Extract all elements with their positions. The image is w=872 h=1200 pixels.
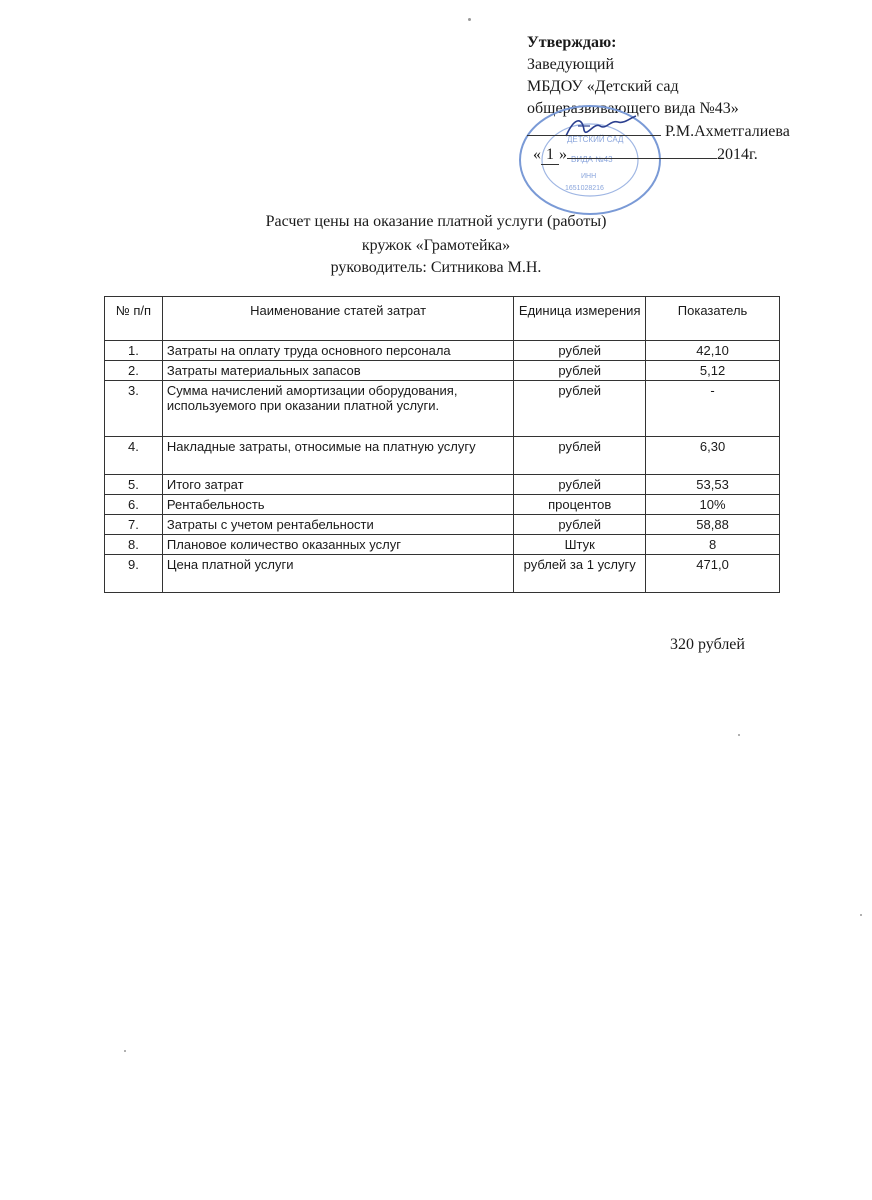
date-year: 2014г.: [717, 146, 758, 163]
row-value: 42,10: [646, 341, 780, 361]
approval-org-line2: общеразвивающего вида №43»: [527, 100, 739, 117]
col-header-num: № п/п: [105, 297, 163, 341]
row-value: 58,88: [646, 515, 780, 535]
approval-heading: Утверждаю:: [527, 34, 617, 51]
signer-name: Р.М.Ахметгалиева: [665, 123, 790, 140]
title-line-1: Расчет цены на оказание платной услуги (работы): [265, 213, 607, 230]
row-unit: рублей: [514, 515, 646, 535]
row-name: Сумма начислений амортизации оборудования, используемого при оказании платной услуги.: [162, 381, 513, 437]
col-header-unit: Единица измерения: [514, 297, 646, 341]
table-row: [105, 475, 780, 495]
row-value: 6,30: [646, 437, 780, 475]
row-unit: рублей: [514, 361, 646, 381]
row-num: 3.: [105, 381, 163, 437]
row-num: 7.: [105, 515, 163, 535]
date-close-quote: »: [559, 146, 567, 163]
table-row: [105, 495, 780, 515]
row-name: Затраты с учетом рентабельности: [162, 515, 513, 535]
table-row: [105, 361, 780, 381]
row-value: 53,53: [646, 475, 780, 495]
signature-line: [527, 121, 790, 141]
table-row: [105, 437, 780, 475]
col-header-value: Показатель: [646, 297, 780, 341]
table-header-row: [105, 297, 780, 341]
row-num: 2.: [105, 361, 163, 381]
footnote-price: 320 рублей: [670, 636, 745, 653]
approval-org-line1: МБДОУ «Детский сад: [527, 78, 679, 95]
scan-speck: [860, 914, 862, 916]
cost-table: [104, 296, 780, 593]
row-value: 471,0: [646, 555, 780, 593]
row-name: Затраты материальных запасов: [162, 361, 513, 381]
row-name: Плановое количество оказанных услуг: [162, 535, 513, 555]
table-row: [105, 515, 780, 535]
row-value: 10%: [646, 495, 780, 515]
row-name: Цена платной услуги: [162, 555, 513, 593]
title-line-2: кружок «Грамотейка»: [361, 237, 511, 254]
stamp-line-4: 1651028216: [565, 185, 604, 192]
table-row: [105, 535, 780, 555]
stamp-line-1: ДЕТСКИЙ САД: [567, 135, 624, 144]
row-num: 6.: [105, 495, 163, 515]
row-name: Накладные затраты, относимые на платную услугу: [162, 437, 513, 475]
row-unit: рублей: [514, 341, 646, 361]
row-value: 8: [646, 535, 780, 555]
date-day: 1: [541, 146, 559, 165]
row-unit: рублей: [514, 381, 646, 437]
title-line-3: руководитель: Ситникова М.Н.: [330, 259, 542, 276]
stamp-line-3: ИНН: [581, 173, 597, 180]
row-name: Рентабельность: [162, 495, 513, 515]
row-unit: рублей: [514, 437, 646, 475]
col-header-name: Наименование статей затрат: [162, 297, 513, 341]
table-row: [105, 341, 780, 361]
scan-speck: [124, 1050, 126, 1052]
table-row: [105, 381, 780, 437]
row-num: 8.: [105, 535, 163, 555]
row-name: Итого затрат: [162, 475, 513, 495]
scan-speck: [468, 18, 471, 21]
approval-position: Заведующий: [527, 56, 615, 73]
row-name: Затраты на оплату труда основного персонала: [162, 341, 513, 361]
row-value: -: [646, 381, 780, 437]
row-unit: Штук: [514, 535, 646, 555]
row-num: 4.: [105, 437, 163, 475]
scan-speck: [738, 734, 740, 736]
row-unit: процентов: [514, 495, 646, 515]
date-open-quote: «: [533, 146, 541, 163]
row-num: 9.: [105, 555, 163, 593]
stamp-line-2: ВИДА №43: [571, 155, 613, 164]
row-unit: рублей: [514, 475, 646, 495]
row-num: 5.: [105, 475, 163, 495]
row-num: 1.: [105, 341, 163, 361]
row-unit: рублей за 1 услугу: [514, 555, 646, 593]
date-line: [533, 144, 758, 165]
table-row: [105, 555, 780, 593]
row-value: 5,12: [646, 361, 780, 381]
